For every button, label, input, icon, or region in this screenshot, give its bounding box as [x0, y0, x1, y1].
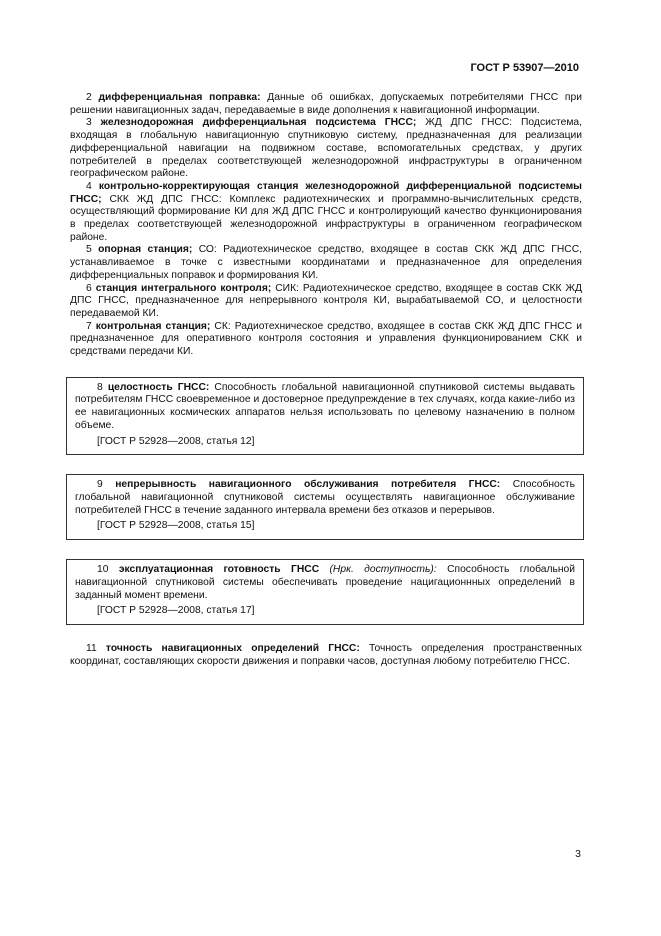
entry-definition: СК: Радиотехническое средство, входящее в состав СКК ЖД ДПС ГНСС и предназначенное для оперативного контроля состояния и управления функционированием СКК и средствами передачи КИ.: [70, 320, 582, 358]
entry-definition: Способность глобальной навигационной спутниковой системы обеспечивать проведение нацигационнных определений в заданный момент времени.: [75, 564, 575, 601]
document-body: [70, 92, 582, 668]
entry-term: контрольно-корректирующая станция железнодорожной дифференциальной подсистемы ГНСС;: [70, 180, 582, 205]
document-header: ГОСТ Р 53907—2010: [470, 62, 579, 74]
page-number: 3: [575, 848, 581, 860]
entry-number: 5: [86, 244, 92, 256]
entry-number: 7: [86, 320, 92, 332]
entry-term: железнодорожная дифференциальная подсистема ГНСС;: [100, 117, 417, 129]
entry-term: целостность ГНСС:: [107, 381, 210, 393]
term-entry-5: [70, 244, 582, 282]
entry-number: 4: [86, 180, 92, 192]
term-entry-3: [70, 117, 582, 181]
entry-term: контрольная станция;: [95, 320, 211, 332]
entry-definition: Способность глобальной навигационной спутниковой системы осуществлять навигационное обслуживание потребителей ГНСС в течение заданного интервала времени без отказов и перерывов.: [75, 479, 575, 516]
term-entry-7: [70, 321, 582, 359]
entry-definition: СО: Радиотехническое средство, входящее в состав СКК ЖД ДПС ГНСС, устанавливаемое в точке с известными координатами и предназначенное для определения дифференциальных поправок и формирования КИ.: [70, 244, 582, 281]
entry-number: 11: [86, 642, 97, 654]
entry-note: (Нрк. доступность):: [319, 564, 437, 576]
entry-definition: ЖД ДПС ГНСС: Подсистема, входящая в глобальную навигационную спутниковую систему, предназначенная для реализации дифференциальной навигации на подвижном составе, вспомогательных средствах, у других потребителей в пределах соответствующей железнодорожной инфраструктуры в ограниченном географическом районе.: [70, 117, 582, 180]
entry-definition: Способность глобальной навигационной спутниковой системы выдавать потребителям ГНСС своевременное и достоверное предупреждение в тех случаях, когда какие-либо из ее навигационных космических аппаратов нельзя использовать по целевому назначению в полном объеме.: [75, 381, 575, 431]
citation-box-8: [66, 377, 584, 456]
entry-number: 3: [86, 117, 92, 129]
term-entry-2: [70, 92, 582, 117]
entry-term: непрерывность навигационного обслуживания потребителя ГНСС:: [115, 479, 501, 491]
entry-number: 9: [97, 479, 103, 491]
term-entry-6: [70, 283, 582, 321]
citation-reference: [ГОСТ Р 52928—2008, статья 12]: [97, 435, 255, 447]
entry-definition: СИК: Радиотехническое средство, входящее в состав СКК ЖД ДПС ГНСС, предназначенное для непрерывного контроля КИ, вырабатываемой СО, и целостности передаваемой КИ.: [70, 282, 582, 319]
entry-number: 8: [97, 381, 103, 393]
entry-definition: Точность определения пространственных координат, составляющих скорости движения и поправки часов, доступная любому потребителю ГНСС.: [70, 642, 582, 667]
term-entry-4: [70, 181, 582, 245]
entry-number: 2: [86, 92, 92, 103]
citation-reference: [ГОСТ Р 52928—2008, статья 17]: [97, 605, 255, 617]
entry-number: 6: [86, 282, 92, 294]
entry-term: эксплуатационная готовность ГНСС: [118, 564, 320, 576]
entry-number: 10: [97, 564, 109, 576]
citation-reference: [ГОСТ Р 52928—2008, статья 15]: [97, 520, 255, 532]
entry-definition: Данные об ошибках, допускаемых потребителями ГНСС при решении навигационных задач, передаваемые в виде дополнения к навигационной информации.: [70, 92, 582, 116]
entry-term: точность навигационных определений ГНСС:: [105, 642, 360, 654]
citation-box-9: [66, 474, 584, 540]
entry-term: дифференциальная поправка:: [98, 92, 261, 103]
citation-box-10: [66, 559, 584, 625]
term-entry-11: [70, 643, 582, 668]
entry-definition: СКК ЖД ДПС ГНСС: Комплекс радиотехнических и программно-вычислительных средств, осуществляющий формирование КИ для ЖД ДПС ГНСС и контролирующий качество функционирования в пределах соответствующей железнодорожной инфраструктуры в ограниченном географическом районе.: [70, 193, 582, 243]
entry-term: опорная станция;: [98, 244, 193, 256]
entry-term: станция интегрального контроля;: [95, 282, 272, 294]
